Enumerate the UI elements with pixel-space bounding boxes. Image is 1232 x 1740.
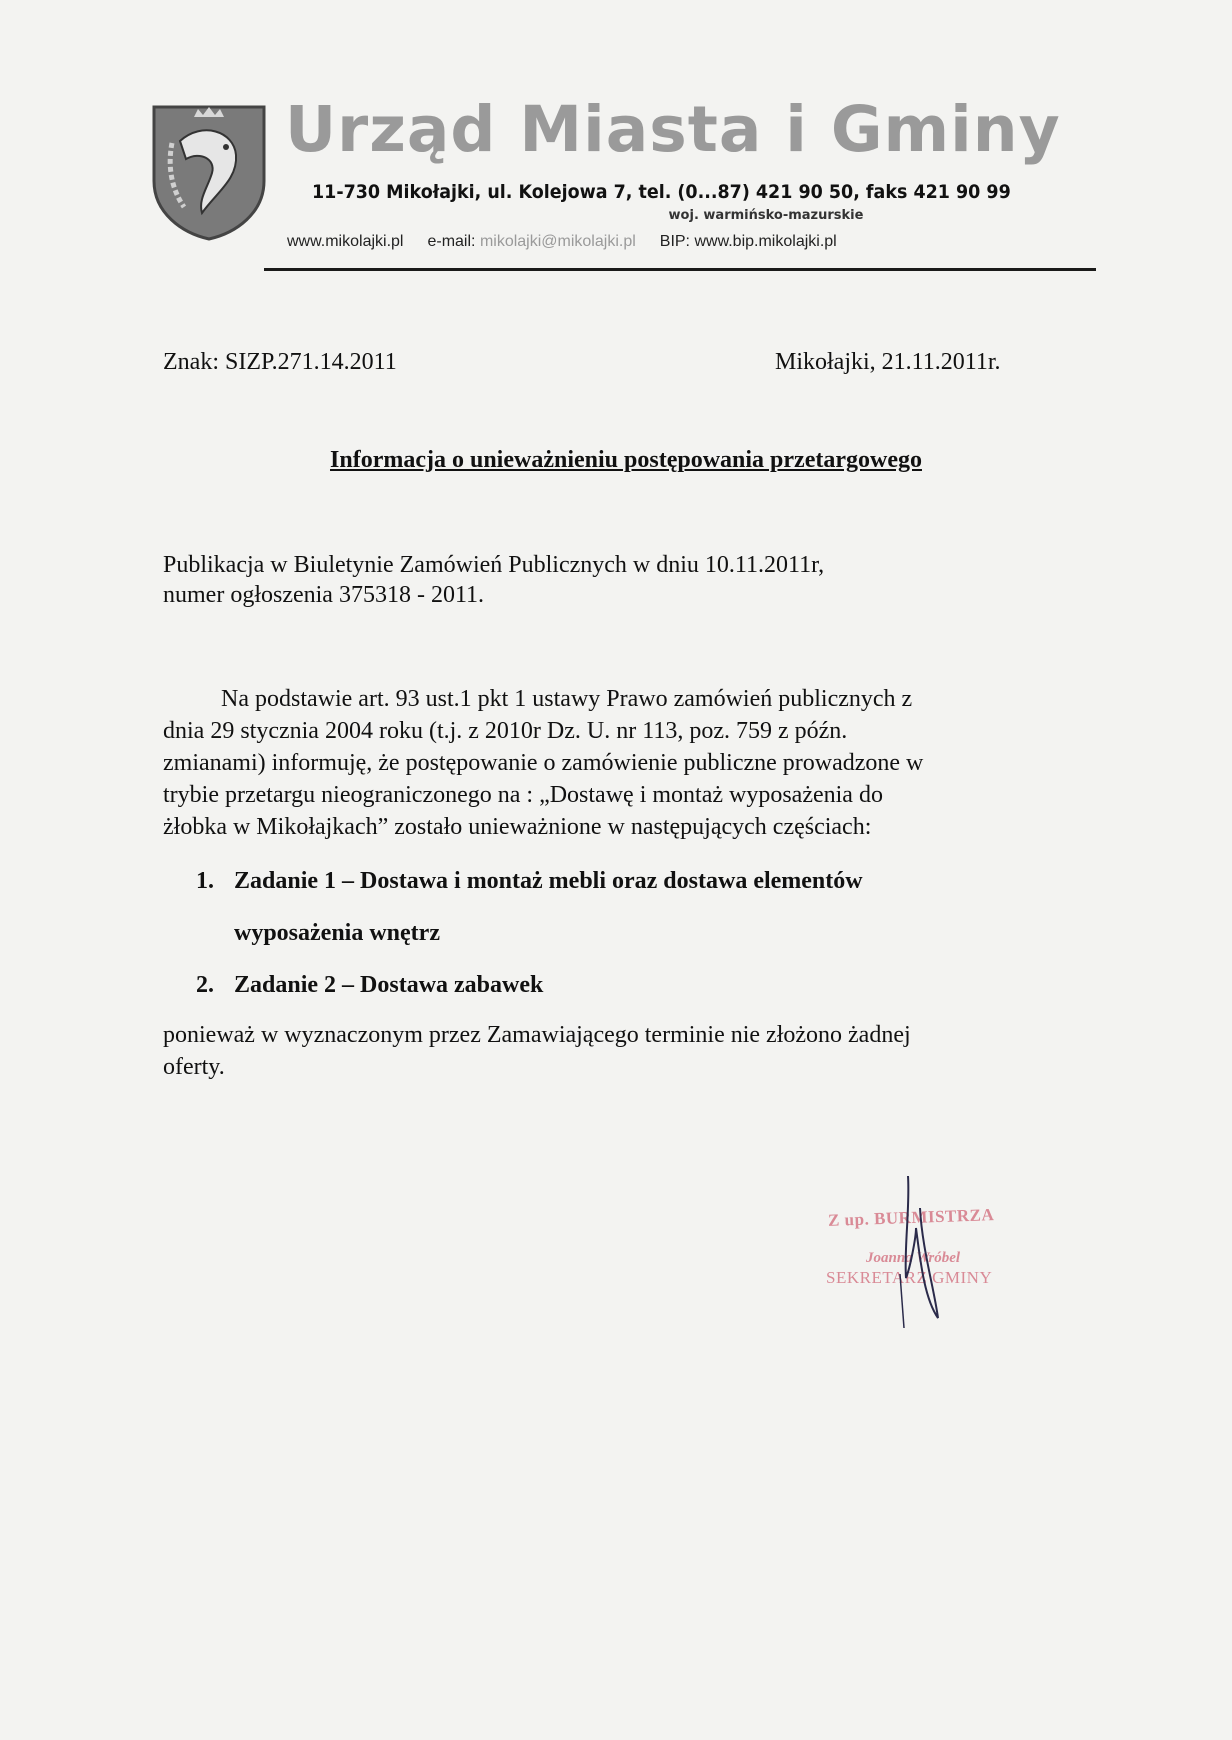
place-and-date: Mikołajki, 21.11.2011r.: [775, 349, 1001, 375]
bip-link[interactable]: www.bip.mikolajki.pl: [694, 233, 837, 250]
website-link[interactable]: www.mikolajki.pl: [287, 233, 404, 250]
letterhead-divider: [264, 268, 1096, 271]
paragraph-line: ponieważ w wyznaczonym przez Zamawiającego terminie nie złożono żadnej: [163, 1022, 911, 1048]
document-title: Informacja o unieważnieniu postępowania przetargowego: [330, 447, 922, 473]
item-number: 2.: [196, 972, 214, 998]
stamp-name: Joanna Wróbel: [866, 1250, 961, 1266]
email-label: e-mail:: [427, 233, 476, 250]
bip-label: BIP:: [659, 233, 690, 250]
paragraph-line: dnia 29 stycznia 2004 roku (t.j. z 2010r Dz. U. nr 113, poz. 759 z późn.: [163, 718, 848, 744]
paragraph-line: żłobka w Mikołajkach” zostało unieważnione w następujących częściach:: [163, 814, 872, 840]
reference-number: Znak: SIZP.271.14.2011: [163, 349, 397, 375]
contact-line: [287, 232, 837, 252]
paragraph-line: zmianami) informuję, że postępowanie o zamówienie publiczne prowadzone w: [163, 750, 924, 776]
publication-line: Publikacja w Biuletynie Zamówień Publicznych w dniu 10.11.2011r,: [163, 552, 825, 578]
item-text: Zadanie 2 – Dostawa zabawek: [234, 972, 544, 998]
email-link[interactable]: mikolajki@mikolajki.pl: [479, 233, 636, 250]
publication-info: [163, 550, 824, 610]
handwritten-signature: [880, 1168, 950, 1338]
paragraph-line: oferty.: [163, 1054, 225, 1080]
stamp-title: Z up. BURMISTRZA: [827, 1205, 995, 1230]
paragraph-line: Na podstawie art. 93 ust.1 pkt 1 ustawy Prawo zamówień publicznych z: [221, 686, 913, 712]
publication-line: numer ogłoszenia 375318 - 2011.: [163, 582, 485, 608]
item-text: Zadanie 1 – Dostawa i montaż mebli oraz dostawa elementów: [234, 868, 863, 894]
closing-paragraph: [163, 1019, 911, 1083]
organization-region: woj. warmińsko-mazurskie: [668, 208, 864, 223]
organization-name: Urząd Miasta i Gminy: [285, 93, 1061, 166]
stamp-position: SEKRETARZ GMINY: [826, 1268, 993, 1287]
item-text: wyposażenia wnętrz: [234, 920, 440, 946]
item-number: 1.: [196, 868, 214, 894]
paragraph-line: trybie przetargu nieograniczonego na : „Dostawę i montaż wyposażenia do: [163, 782, 883, 808]
organization-address: 11-730 Mikołajki, ul. Kolejowa 7, tel. (0...87) 421 90 50, faks 421 90 99: [312, 181, 1011, 203]
main-paragraph: [163, 683, 923, 843]
